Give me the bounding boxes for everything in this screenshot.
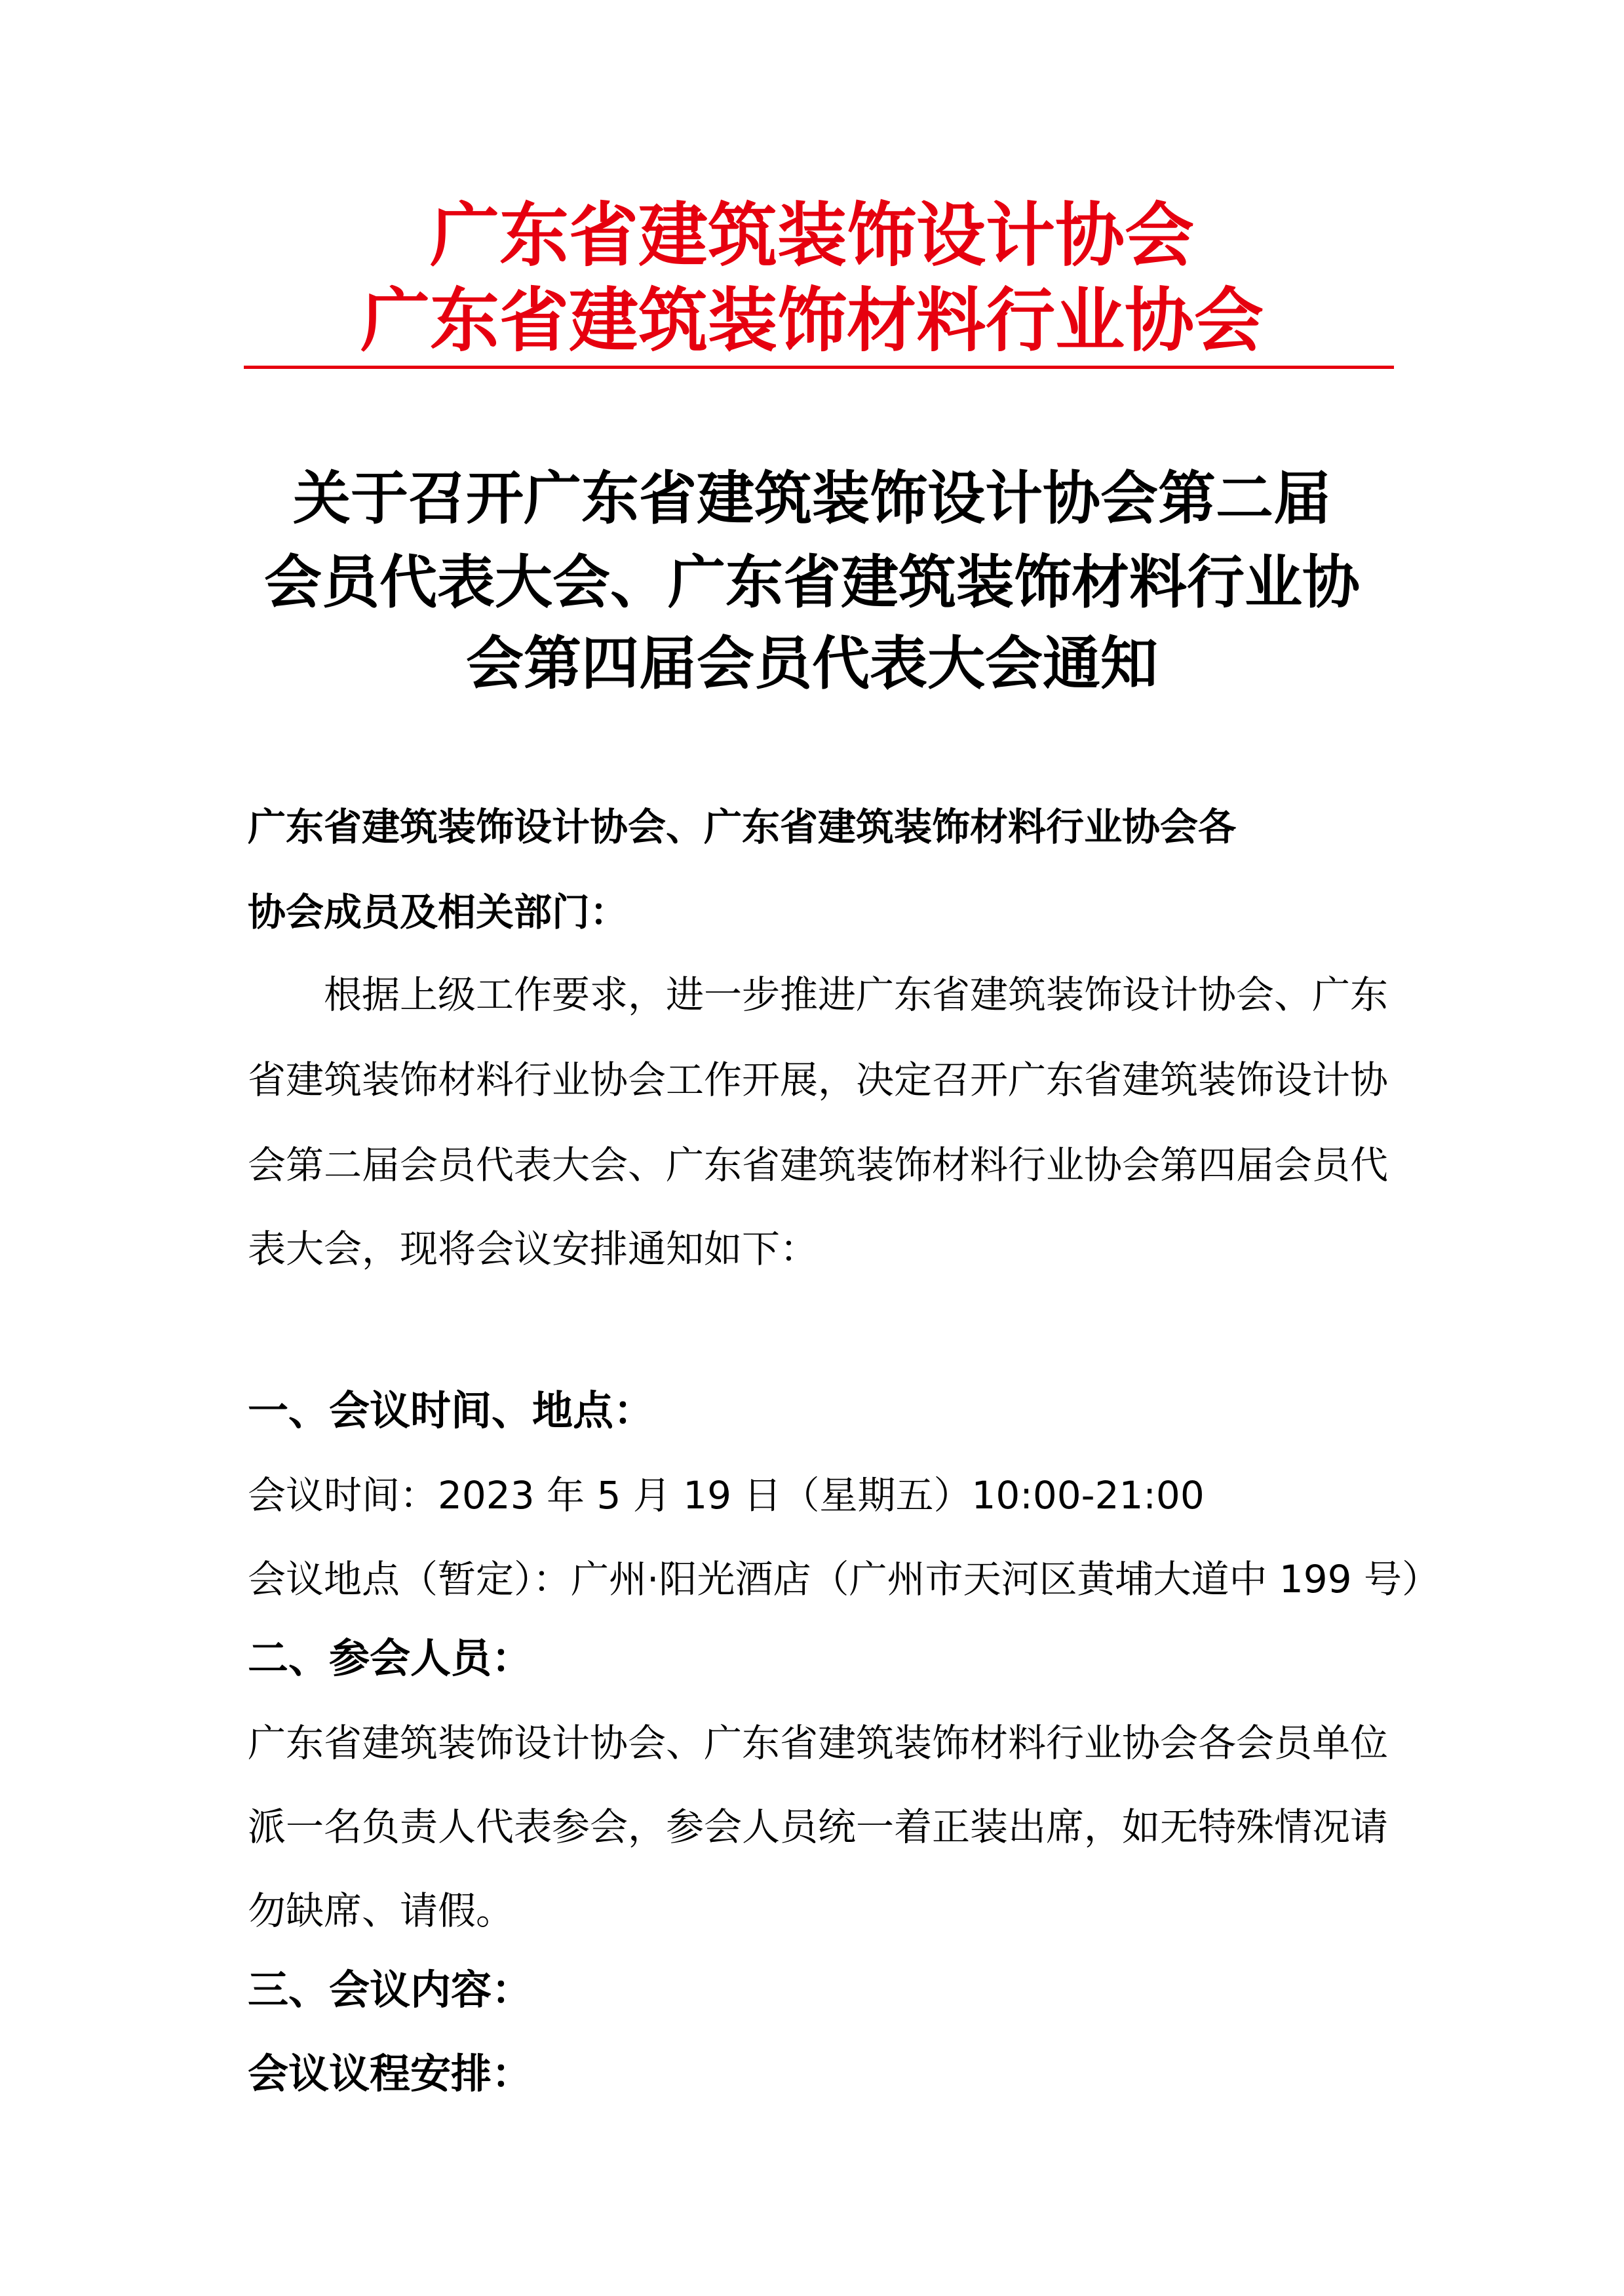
agenda-subheading: 会议议程安排：: [248, 2050, 533, 2097]
document-title-line-1: 关于召开广东省建筑装饰设计协会第二届: [292, 465, 1331, 532]
section-2-heading: 二、参会人员：: [248, 1634, 533, 1682]
letterhead-line-2: 广东省建筑装饰材料行业协会: [360, 280, 1264, 361]
attendees-line-3: 勿缺席、请假。: [248, 1888, 514, 1933]
attendees-line-1: 广东省建筑装饰设计协会、广东省建筑装饰材料行业协会各会员单位: [248, 1721, 1389, 1765]
intro-line-1: 根据上级工作要求，进一步推进广东省建筑装饰设计协会、广东: [324, 972, 1389, 1017]
intro-line-2: 省建筑装饰材料行业协会工作开展，决定召开广东省建筑装饰设计协: [248, 1058, 1389, 1102]
document-title-line-3: 会第四届会员代表大会通知: [465, 630, 1158, 697]
attendees-line-2: 派一名负责人代表参会，参会人员统一着正装出席，如无特殊情况请: [248, 1805, 1389, 1849]
section-3-heading: 三、会议内容：: [248, 1966, 533, 2014]
letterhead-line-1: 广东省建筑装饰设计协会: [430, 195, 1194, 276]
intro-line-3: 会第二届会员代表大会、广东省建筑装饰材料行业协会第四届会员代: [248, 1143, 1389, 1187]
intro-line-4: 表大会，现将会议安排通知如下：: [248, 1227, 819, 1271]
addressee-line-2: 协会成员及相关部门：: [248, 890, 628, 934]
section-1-heading: 一、会议时间、地点：: [248, 1387, 655, 1434]
meeting-place: 会议地点（暂定）：广州·阳光酒店（广州市天河区黄埔大道中 199 号）: [248, 1557, 1440, 1601]
meeting-time: 会议时间：2023 年 5 月 19 日（星期五）10:00-21:00: [248, 1473, 1205, 1518]
letterhead-divider: [244, 366, 1394, 369]
document-title-line-2: 会员代表大会、广东省建筑装饰材料行业协: [263, 548, 1360, 616]
addressee-line-1: 广东省建筑装饰设计协会、广东省建筑装饰材料行业协会各: [248, 805, 1237, 849]
